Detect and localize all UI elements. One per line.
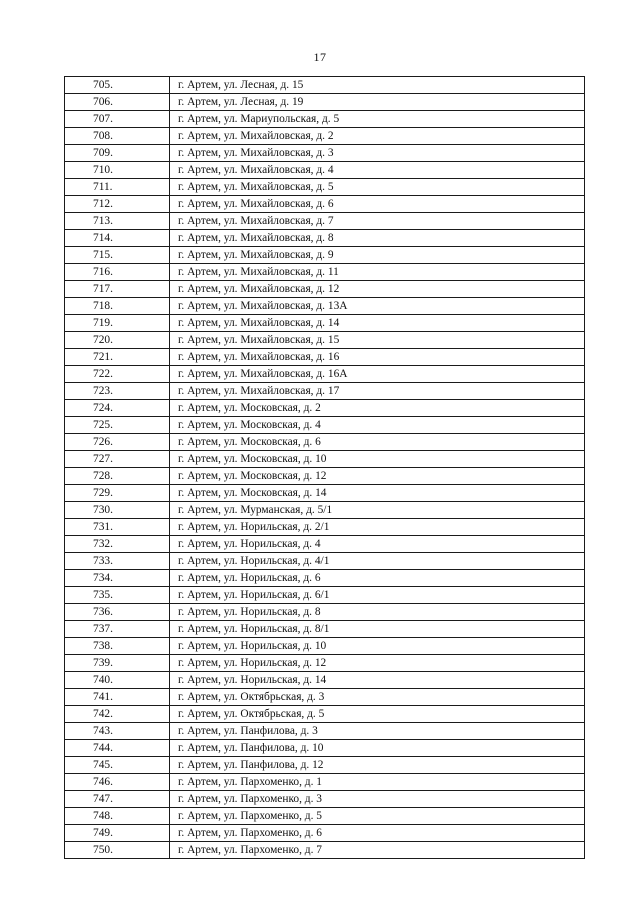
table-row [65, 536, 585, 553]
table-row [65, 349, 585, 366]
table-row [65, 570, 585, 587]
row-number-cell: 740. [65, 672, 170, 689]
row-number-cell: 723. [65, 383, 170, 400]
address-cell: г. Артем, ул. Панфилова, д. 12 [170, 757, 585, 774]
address-cell: г. Артем, ул. Михайловская, д. 4 [170, 162, 585, 179]
row-number-cell: 735. [65, 587, 170, 604]
table-row [65, 655, 585, 672]
table-row [65, 587, 585, 604]
address-cell: г. Артем, ул. Московская, д. 2 [170, 400, 585, 417]
address-table-body [65, 77, 585, 859]
address-cell: г. Артем, ул. Норильская, д. 6 [170, 570, 585, 587]
address-cell: г. Артем, ул. Пархоменко, д. 3 [170, 791, 585, 808]
address-cell: г. Артем, ул. Норильская, д. 10 [170, 638, 585, 655]
row-number-cell: 728. [65, 468, 170, 485]
address-cell: г. Артем, ул. Норильская, д. 6/1 [170, 587, 585, 604]
address-cell: г. Артем, ул. Михайловская, д. 7 [170, 213, 585, 230]
address-cell: г. Артем, ул. Михайловская, д. 3 [170, 145, 585, 162]
address-cell: г. Артем, ул. Норильская, д. 2/1 [170, 519, 585, 536]
table-row [65, 383, 585, 400]
row-number-cell: 716. [65, 264, 170, 281]
table-row [65, 553, 585, 570]
row-number-cell: 710. [65, 162, 170, 179]
row-number-cell: 748. [65, 808, 170, 825]
row-number-cell: 717. [65, 281, 170, 298]
table-row [65, 723, 585, 740]
table-row [65, 485, 585, 502]
table-row [65, 298, 585, 315]
row-number-cell: 745. [65, 757, 170, 774]
address-cell: г. Артем, ул. Михайловская, д. 16А [170, 366, 585, 383]
address-cell: г. Артем, ул. Лесная, д. 19 [170, 94, 585, 111]
table-row [65, 621, 585, 638]
row-number-cell: 738. [65, 638, 170, 655]
row-number-cell: 739. [65, 655, 170, 672]
row-number-cell: 708. [65, 128, 170, 145]
row-number-cell: 741. [65, 689, 170, 706]
address-cell: г. Артем, ул. Норильская, д. 4/1 [170, 553, 585, 570]
table-row [65, 145, 585, 162]
table-row [65, 128, 585, 145]
address-cell: г. Артем, ул. Михайловская, д. 13А [170, 298, 585, 315]
row-number-cell: 736. [65, 604, 170, 621]
table-row [65, 774, 585, 791]
row-number-cell: 749. [65, 825, 170, 842]
row-number-cell: 709. [65, 145, 170, 162]
table-row [65, 672, 585, 689]
address-cell: г. Артем, ул. Московская, д. 4 [170, 417, 585, 434]
address-cell: г. Артем, ул. Михайловская, д. 5 [170, 179, 585, 196]
table-row [65, 332, 585, 349]
address-cell: г. Артем, ул. Октябрьская, д. 5 [170, 706, 585, 723]
address-cell: г. Артем, ул. Михайловская, д. 17 [170, 383, 585, 400]
table-row [65, 366, 585, 383]
row-number-cell: 721. [65, 349, 170, 366]
address-cell: г. Артем, ул. Октябрьская, д. 3 [170, 689, 585, 706]
address-cell: г. Артем, ул. Пархоменко, д. 1 [170, 774, 585, 791]
table-row [65, 400, 585, 417]
row-number-cell: 724. [65, 400, 170, 417]
table-row [65, 468, 585, 485]
row-number-cell: 731. [65, 519, 170, 536]
table-row [65, 264, 585, 281]
table-row [65, 519, 585, 536]
row-number-cell: 713. [65, 213, 170, 230]
row-number-cell: 750. [65, 842, 170, 859]
row-number-cell: 725. [65, 417, 170, 434]
table-row [65, 94, 585, 111]
table-row [65, 213, 585, 230]
address-cell: г. Артем, ул. Пархоменко, д. 6 [170, 825, 585, 842]
address-cell: г. Артем, ул. Михайловская, д. 15 [170, 332, 585, 349]
row-number-cell: 747. [65, 791, 170, 808]
table-row [65, 706, 585, 723]
address-cell: г. Артем, ул. Михайловская, д. 11 [170, 264, 585, 281]
row-number-cell: 733. [65, 553, 170, 570]
address-cell: г. Артем, ул. Московская, д. 14 [170, 485, 585, 502]
address-cell: г. Артем, ул. Панфилова, д. 10 [170, 740, 585, 757]
table-row [65, 111, 585, 128]
table-row [65, 791, 585, 808]
row-number-cell: 726. [65, 434, 170, 451]
row-number-cell: 720. [65, 332, 170, 349]
row-number-cell: 742. [65, 706, 170, 723]
address-cell: г. Артем, ул. Михайловская, д. 6 [170, 196, 585, 213]
address-cell: г. Артем, ул. Панфилова, д. 3 [170, 723, 585, 740]
address-cell: г. Артем, ул. Московская, д. 6 [170, 434, 585, 451]
row-number-cell: 737. [65, 621, 170, 638]
row-number-cell: 712. [65, 196, 170, 213]
table-row [65, 842, 585, 859]
table-row [65, 740, 585, 757]
row-number-cell: 719. [65, 315, 170, 332]
address-cell: г. Артем, ул. Норильская, д. 8/1 [170, 621, 585, 638]
address-cell: г. Артем, ул. Мариупольская, д. 5 [170, 111, 585, 128]
address-cell: г. Артем, ул. Михайловская, д. 12 [170, 281, 585, 298]
row-number-cell: 746. [65, 774, 170, 791]
row-number-cell: 706. [65, 94, 170, 111]
address-cell: г. Артем, ул. Пархоменко, д. 5 [170, 808, 585, 825]
table-row [65, 502, 585, 519]
row-number-cell: 734. [65, 570, 170, 587]
address-cell: г. Артем, ул. Норильская, д. 8 [170, 604, 585, 621]
address-table [64, 76, 585, 859]
table-row [65, 825, 585, 842]
address-cell: г. Артем, ул. Михайловская, д. 14 [170, 315, 585, 332]
address-cell: г. Артем, ул. Лесная, д. 15 [170, 77, 585, 94]
table-row [65, 689, 585, 706]
table-row [65, 281, 585, 298]
address-cell: г. Артем, ул. Михайловская, д. 8 [170, 230, 585, 247]
row-number-cell: 714. [65, 230, 170, 247]
table-row [65, 247, 585, 264]
address-cell: г. Артем, ул. Мурманская, д. 5/1 [170, 502, 585, 519]
table-row [65, 77, 585, 94]
page-number: 17 [313, 50, 327, 64]
address-cell: г. Артем, ул. Михайловская, д. 2 [170, 128, 585, 145]
table-row [65, 196, 585, 213]
table-row [65, 638, 585, 655]
row-number-cell: 722. [65, 366, 170, 383]
table-row [65, 230, 585, 247]
row-number-cell: 730. [65, 502, 170, 519]
table-row [65, 179, 585, 196]
address-cell: г. Артем, ул. Пархоменко, д. 7 [170, 842, 585, 859]
address-cell: г. Артем, ул. Норильская, д. 14 [170, 672, 585, 689]
table-row [65, 604, 585, 621]
address-cell: г. Артем, ул. Михайловская, д. 9 [170, 247, 585, 264]
row-number-cell: 715. [65, 247, 170, 264]
row-number-cell: 705. [65, 77, 170, 94]
row-number-cell: 718. [65, 298, 170, 315]
address-cell: г. Артем, ул. Норильская, д. 12 [170, 655, 585, 672]
table-row [65, 757, 585, 774]
table-row [65, 434, 585, 451]
row-number-cell: 729. [65, 485, 170, 502]
row-number-cell: 711. [65, 179, 170, 196]
row-number-cell: 743. [65, 723, 170, 740]
table-row [65, 162, 585, 179]
row-number-cell: 732. [65, 536, 170, 553]
address-cell: г. Артем, ул. Михайловская, д. 16 [170, 349, 585, 366]
address-cell: г. Артем, ул. Норильская, д. 4 [170, 536, 585, 553]
row-number-cell: 727. [65, 451, 170, 468]
table-row [65, 315, 585, 332]
table-row [65, 451, 585, 468]
row-number-cell: 744. [65, 740, 170, 757]
row-number-cell: 707. [65, 111, 170, 128]
address-cell: г. Артем, ул. Московская, д. 12 [170, 468, 585, 485]
address-cell: г. Артем, ул. Московская, д. 10 [170, 451, 585, 468]
table-row [65, 808, 585, 825]
table-row [65, 417, 585, 434]
